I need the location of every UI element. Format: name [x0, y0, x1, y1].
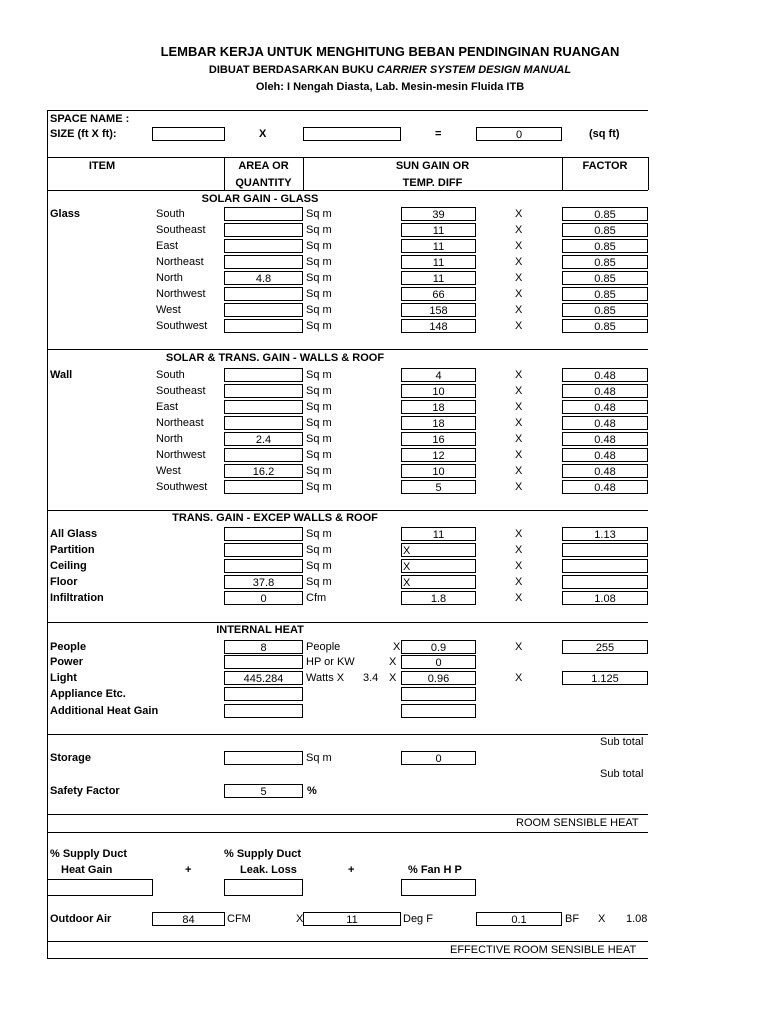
factor-value[interactable]: 0.48: [562, 400, 648, 414]
gain-value[interactable]: 4: [401, 368, 476, 382]
outdoor-degf: Deg F: [403, 913, 433, 925]
storage-label: Storage: [50, 752, 91, 764]
area-input[interactable]: [224, 543, 303, 557]
outdoor-temp-value[interactable]: 11: [303, 912, 401, 926]
outdoor-cfm-unit: CFM: [227, 913, 251, 925]
outdoor-bf: BF: [565, 913, 580, 925]
gain-value[interactable]: 12: [401, 448, 476, 462]
factor-value[interactable]: 0.48: [562, 384, 648, 398]
factor-value[interactable]: 0.85: [562, 287, 648, 301]
unit-label: Sq m: [306, 272, 332, 284]
col-sun-1: SUN GAIN OR: [395, 160, 470, 172]
size-label: SIZE (ft X ft):: [50, 128, 117, 140]
factor-value[interactable]: 0.85: [562, 223, 648, 237]
frame-left: [47, 110, 48, 958]
fan-hp-input[interactable]: [401, 879, 476, 896]
unit-label: Sq m: [306, 576, 332, 588]
direction-label: Southeast: [156, 224, 206, 236]
size-width-input[interactable]: [152, 127, 225, 141]
multiply-sign: X: [515, 592, 523, 604]
factor-value[interactable]: 0.48: [562, 464, 648, 478]
area-input[interactable]: [224, 559, 303, 573]
gain-value[interactable]: 11: [401, 239, 476, 253]
header-line-bottom: [47, 190, 648, 191]
light-qty[interactable]: 445.284: [224, 671, 303, 685]
direction-label: Northwest: [156, 449, 206, 461]
power-label: Power: [50, 656, 84, 668]
unit-label: Sq m: [306, 256, 332, 268]
factor-value[interactable]: [562, 575, 648, 589]
multiply-sign: X: [515, 433, 523, 445]
area-input[interactable]: [224, 223, 303, 237]
area-input[interactable]: 16.2: [224, 464, 303, 478]
outdoor-x2: X: [598, 913, 606, 925]
glass-label: Glass: [50, 208, 80, 220]
power-qty[interactable]: [224, 655, 303, 669]
unit-label: Sq m: [306, 208, 332, 220]
multiply-sign: X: [515, 449, 523, 461]
factor-value[interactable]: 0.85: [562, 303, 648, 317]
supply-leak-2: Leak. Loss: [240, 864, 297, 876]
multiply-sign: X: [515, 417, 523, 429]
storage-qty[interactable]: [224, 751, 303, 765]
plus-2: +: [348, 864, 355, 876]
direction-label: Southwest: [156, 320, 208, 332]
power-gain[interactable]: 0: [401, 655, 476, 669]
gain-value[interactable]: 66: [401, 287, 476, 301]
unit-label: Sq m: [306, 481, 332, 493]
factor-value[interactable]: 1.08: [562, 591, 648, 605]
gain-value[interactable]: 158: [401, 303, 476, 317]
page-subtitle: [0, 63, 768, 77]
direction-label: North: [156, 433, 183, 445]
area-input[interactable]: 4.8: [224, 271, 303, 285]
trans-item-label: Partition: [50, 544, 95, 556]
area-input[interactable]: 0: [224, 591, 303, 605]
subtotal-divider: [47, 734, 648, 735]
outdoor-factor: 1.08: [626, 913, 648, 925]
additional-qty[interactable]: [224, 704, 303, 718]
light-x2: X: [515, 672, 523, 684]
additional-gain[interactable]: [401, 704, 476, 718]
unit-label: Sq m: [306, 560, 332, 572]
subtitle-plain: DIBUAT BERDASARKAN BUKU: [208, 64, 377, 76]
unit-label: Sq m: [306, 385, 332, 397]
area-input[interactable]: [224, 255, 303, 269]
multiply-sign: X: [515, 320, 523, 332]
multiply-sign: X: [515, 576, 523, 588]
direction-label: Southeast: [156, 385, 206, 397]
factor-value[interactable]: 0.48: [562, 432, 648, 446]
unit-label: Sq m: [306, 433, 332, 445]
area-input[interactable]: [224, 239, 303, 253]
storage-unit: Sq m: [306, 752, 332, 764]
storage-gain[interactable]: 0: [401, 751, 476, 765]
multiply-sign: X: [515, 465, 523, 477]
unit-label: Sq m: [306, 465, 332, 477]
col-item: ITEM: [88, 160, 116, 172]
gain-value[interactable]: 18: [401, 416, 476, 430]
safety-unit: %: [307, 785, 317, 797]
area-input[interactable]: [224, 527, 303, 541]
trans-item-label: Ceiling: [50, 560, 87, 572]
multiply-sign: X: [515, 304, 523, 316]
gain-value[interactable]: 148: [401, 319, 476, 333]
size-eq: =: [435, 128, 442, 140]
gain-value[interactable]: 1.8: [401, 591, 476, 605]
unit-label: Sq m: [306, 401, 332, 413]
area-input[interactable]: [224, 303, 303, 317]
area-input[interactable]: [224, 319, 303, 333]
area-input[interactable]: [224, 368, 303, 382]
people-unit: People: [306, 641, 341, 653]
gain-value[interactable]: 16: [401, 432, 476, 446]
gain-value[interactable]: X: [401, 543, 476, 557]
area-input[interactable]: [224, 400, 303, 414]
room-sensible-bottom: [47, 832, 648, 833]
room-sensible-top: [47, 814, 648, 815]
people-factor[interactable]: 255: [562, 640, 648, 654]
people-x: X: [393, 641, 401, 653]
gain-value[interactable]: X: [401, 575, 476, 589]
wall-divider: [47, 349, 648, 350]
room-sensible-heat: ROOM SENSIBLE HEAT: [516, 817, 639, 829]
appliance-label: Appliance Etc.: [50, 688, 126, 700]
wall-label: Wall: [50, 369, 73, 381]
supply-gain-2: Heat Gain: [61, 864, 113, 876]
safety-value[interactable]: 5: [224, 784, 303, 798]
unit-label: Sq m: [306, 417, 332, 429]
gain-value[interactable]: 11: [401, 255, 476, 269]
safety-label: Safety Factor: [50, 785, 120, 797]
direction-label: West: [156, 465, 181, 477]
col-area-2: QUANTITY: [235, 177, 292, 189]
people-x2: X: [515, 641, 523, 653]
space-name-label: SPACE NAME :: [50, 113, 130, 125]
gain-value[interactable]: X: [401, 559, 476, 573]
appliance-gain[interactable]: [401, 687, 476, 701]
direction-label: Northwest: [156, 288, 206, 300]
direction-label: Northeast: [156, 256, 204, 268]
size-x: X: [259, 128, 267, 140]
light-factor[interactable]: 1.125: [562, 671, 648, 685]
area-input[interactable]: [224, 448, 303, 462]
subtitle-italic: CARRIER SYSTEM DESIGN MANUAL: [376, 64, 572, 76]
col-divider-4: [648, 157, 649, 190]
direction-label: East: [156, 401, 179, 413]
unit-label: Sq m: [306, 304, 332, 316]
gain-value[interactable]: 11: [401, 527, 476, 541]
area-input[interactable]: [224, 207, 303, 221]
power-unit: HP or KW: [306, 656, 355, 668]
factor-value[interactable]: 0.85: [562, 255, 648, 269]
area-input[interactable]: [224, 287, 303, 301]
factor-value[interactable]: 0.85: [562, 239, 648, 253]
gain-value[interactable]: 10: [401, 384, 476, 398]
fan-hp-label: % Fan H P: [408, 864, 462, 876]
light-unit: Watts X: [306, 672, 345, 684]
unit-label: Cfm: [306, 592, 327, 604]
factor-value[interactable]: [562, 559, 648, 573]
area-input[interactable]: [224, 480, 303, 494]
people-label: People: [50, 641, 87, 653]
unit-label: Sq m: [306, 369, 332, 381]
unit-label: Sq m: [306, 449, 332, 461]
additional-label: Additional Heat Gain: [50, 705, 159, 717]
multiply-sign: X: [515, 208, 523, 220]
appliance-qty[interactable]: [224, 687, 303, 701]
multiply-sign: X: [515, 224, 523, 236]
supply-leak-1: % Supply Duct: [224, 848, 302, 860]
factor-value[interactable]: 0.48: [562, 480, 648, 494]
unit-label: Sq m: [306, 544, 332, 556]
factor-value[interactable]: 0.48: [562, 416, 648, 430]
trans-item-label: Infiltration: [50, 592, 104, 604]
factor-value[interactable]: 0.85: [562, 207, 648, 221]
multiply-sign: X: [515, 240, 523, 252]
col-area-1: AREA OR: [238, 160, 289, 172]
col-sun-2: TEMP. DIFF: [402, 177, 463, 189]
section-glass: SOLAR GAIN - GLASS: [201, 193, 319, 205]
multiply-sign: X: [515, 369, 523, 381]
page-author: Oleh: I Nengah Diasta, Lab. Mesin-mesin Fluida ITB: [255, 81, 525, 93]
factor-value[interactable]: 0.48: [562, 448, 648, 462]
supply-gain-input[interactable]: [47, 879, 153, 896]
section-wall: SOLAR & TRANS. GAIN - WALLS & ROOF: [165, 352, 385, 364]
multiply-sign: X: [515, 528, 523, 540]
gain-value[interactable]: 11: [401, 223, 476, 237]
effective-top: [47, 941, 648, 942]
multiply-sign: X: [515, 481, 523, 493]
unit-label: Sq m: [306, 224, 332, 236]
factor-value[interactable]: [562, 543, 648, 557]
gain-value[interactable]: 18: [401, 400, 476, 414]
header-line-top: [47, 157, 648, 158]
direction-label: North: [156, 272, 183, 284]
size-length-input[interactable]: [303, 127, 401, 141]
outdoor-cfm-value[interactable]: 84: [152, 912, 225, 926]
area-input[interactable]: [224, 416, 303, 430]
multiply-sign: X: [515, 401, 523, 413]
multiply-sign: X: [515, 544, 523, 556]
people-gain[interactable]: 0.9: [401, 640, 476, 654]
size-unit: (sq ft): [589, 128, 620, 140]
gain-value[interactable]: 39: [401, 207, 476, 221]
outdoor-x1: X: [296, 913, 304, 925]
unit-label: Sq m: [306, 240, 332, 252]
multiply-sign: X: [515, 272, 523, 284]
area-input[interactable]: [224, 384, 303, 398]
effective-room-sensible-heat: EFFECTIVE ROOM SENSIBLE HEAT: [450, 944, 637, 956]
multiply-sign: X: [515, 385, 523, 397]
size-area-value: 0: [476, 127, 562, 141]
area-input[interactable]: 2.4: [224, 432, 303, 446]
outdoor-bf-value[interactable]: 0.1: [476, 912, 562, 926]
effective-bottom: [47, 958, 648, 959]
subtotal-2: Sub total: [600, 768, 644, 780]
section-internal: INTERNAL HEAT: [216, 624, 304, 636]
gain-value[interactable]: 10: [401, 464, 476, 478]
multiply-sign: X: [515, 288, 523, 300]
multiply-sign: X: [515, 560, 523, 572]
trans-item-label: All Glass: [50, 528, 98, 540]
supply-gain-1: % Supply Duct: [50, 848, 128, 860]
supply-leak-input[interactable]: [224, 879, 303, 896]
factor-value[interactable]: 0.48: [562, 368, 648, 382]
multiply-sign: X: [515, 256, 523, 268]
direction-label: Southwest: [156, 481, 208, 493]
page-title: LEMBAR KERJA UNTUK MENGHITUNG BEBAN PENDINGINAN RUANGAN: [160, 44, 620, 59]
unit-label: Sq m: [306, 288, 332, 300]
unit-label: Sq m: [306, 320, 332, 332]
subtotal-1: Sub total: [600, 736, 644, 748]
direction-label: South: [156, 369, 185, 381]
factor-value[interactable]: 1.13: [562, 527, 648, 541]
col-factor: FACTOR: [582, 160, 628, 172]
plus-1: +: [185, 864, 192, 876]
light-gain[interactable]: 0.96: [401, 671, 476, 685]
outdoor-air-label: Outdoor Air: [50, 913, 112, 925]
area-input[interactable]: 37.8: [224, 575, 303, 589]
section-trans: TRANS. GAIN - EXCEP WALLS & ROOF: [172, 512, 378, 524]
frame-top: [47, 110, 648, 111]
gain-value[interactable]: 11: [401, 271, 476, 285]
internal-divider: [47, 622, 648, 623]
light-x: X: [389, 672, 397, 684]
unit-label: Sq m: [306, 528, 332, 540]
factor-value[interactable]: 0.85: [562, 319, 648, 333]
light-mult: 3.4: [363, 672, 379, 684]
trans-item-label: Floor: [50, 576, 78, 588]
direction-label: East: [156, 240, 179, 252]
people-qty[interactable]: 8: [224, 640, 303, 654]
direction-label: Northeast: [156, 417, 204, 429]
factor-value[interactable]: 0.85: [562, 271, 648, 285]
light-label: Light: [50, 672, 77, 684]
direction-label: West: [156, 304, 181, 316]
gain-value[interactable]: 5: [401, 480, 476, 494]
power-x: X: [389, 656, 397, 668]
direction-label: South: [156, 208, 185, 220]
